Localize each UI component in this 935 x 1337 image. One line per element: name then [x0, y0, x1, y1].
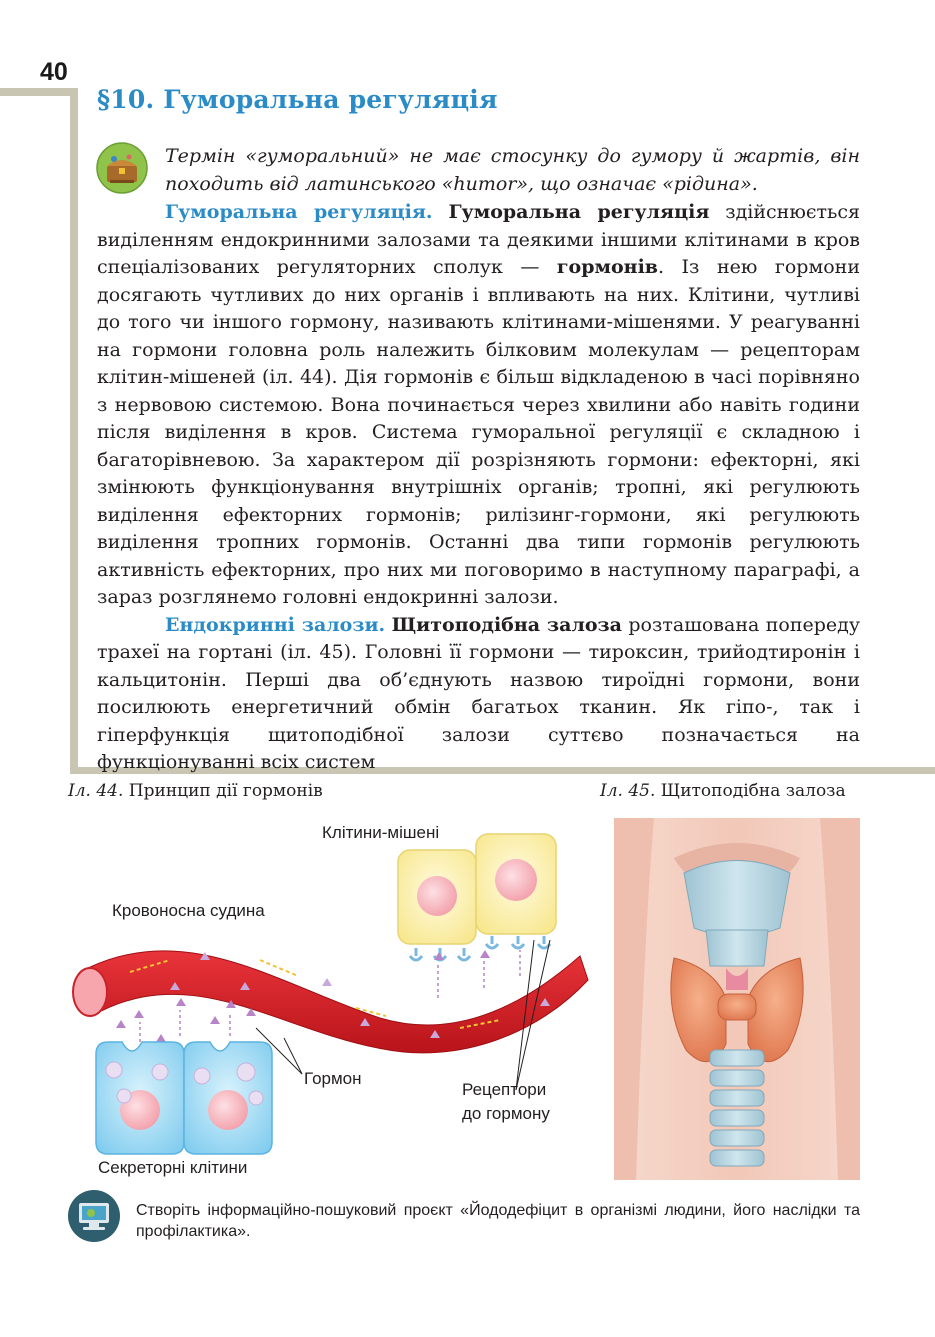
label-secretory-cells: Секреторні клітини [98, 1158, 248, 1177]
figure-label: Іл. 45. [600, 781, 656, 801]
project-task: Створіть інформаційно-пошуковий проєкт «Йододефіцит в організмі людини, його наслідки та профілактика». [136, 1202, 860, 1240]
thyroid-illustration [614, 818, 860, 1180]
body-text [97, 199, 860, 777]
frame-left-rule [70, 88, 78, 774]
hormone-action-diagram [60, 810, 600, 1185]
bold-term: Щитоподібна залоза [391, 613, 622, 636]
label-receptors-line2: до гормону [462, 1104, 550, 1123]
label-target-cells: Клітини-мішені [322, 823, 440, 842]
text-run: розташована попереду трахеї на гортані (іл. 45). Головні її гормони — тироксин, трийодтиронін і кальцитонін. Перші два об’єднують назвою тироїдні гормони, вони посилюють енергетичний обмін багатьох тканин. Як гіпо-, так і гіперфункція щитоподібної залози суттєво позначається на функціонуванні всіх систем [97, 613, 861, 773]
computer-project-icon [67, 1189, 121, 1243]
text-run: . Із нею гормони досягають чутливих до них органів і впливають на них. Клітини, чутливі до того чи іншого гормону, називають клітинами-мішенями. У реагуванні на гормони головна роль належить білковим молекулам — рецепторам клітин-мішеней (іл. 44). Дія гормонів є більш відкладеною в часі порівняно з нервовою системою. Вона починається через хвилини або навіть години після виділення в кров. Система гуморальної регуляції є складною і багаторівневою. За характером дії розрізняють гормони: ефекторні, які змінюють функціонування внутрішніх органів; тропні, які регулюють виділення ефекторних гормонів; рилізинг-гормони, які регулюють виділення тропних гормонів. Останні два типи гормонів регулюють активність ефекторних, про них ми поговоримо в наступному параграфі, а зараз розглянемо головні ендокринні залози. [97, 256, 861, 608]
bold-term: гормонів [556, 256, 658, 278]
target-cells [398, 834, 556, 944]
text-run: здійснюється виділенням ендокринними залозами та деякими іншими клітинами в кров спеціалізованих регуляторних сполук — [97, 201, 861, 278]
intro-note: Термін «гуморальний» не має стосунку до гумору й жартів, він походить від латинського «humor», що означає «рідина». [165, 145, 860, 195]
subheading: Ендокринні залози. [165, 613, 386, 636]
section-title: §10. Гуморальна регуляція [97, 85, 498, 114]
paragraph [97, 199, 860, 612]
text-run [433, 201, 449, 223]
figure-44-caption [68, 781, 323, 801]
page-number: 40 [40, 58, 68, 86]
bold-term: Гуморальна регуляція [448, 201, 710, 223]
figure-45-caption [600, 781, 846, 801]
figure-title: Щитоподібна залоза [660, 781, 846, 801]
label-receptors-line1: Рецептори [462, 1080, 547, 1099]
frame-top-rule [0, 88, 78, 96]
paragraph [97, 612, 860, 777]
blood-vessel [73, 951, 588, 1053]
figure-label: Іл. 44. [68, 781, 124, 801]
treasure-chest-icon [96, 142, 148, 194]
subheading: Гуморальна регуляція. [165, 201, 433, 223]
label-blood-vessel: Кровоносна судина [112, 901, 265, 920]
secretory-cells [96, 1042, 272, 1154]
label-hormone: Гормон [304, 1069, 362, 1088]
figure-title: Принцип дії гормонів [128, 781, 323, 801]
